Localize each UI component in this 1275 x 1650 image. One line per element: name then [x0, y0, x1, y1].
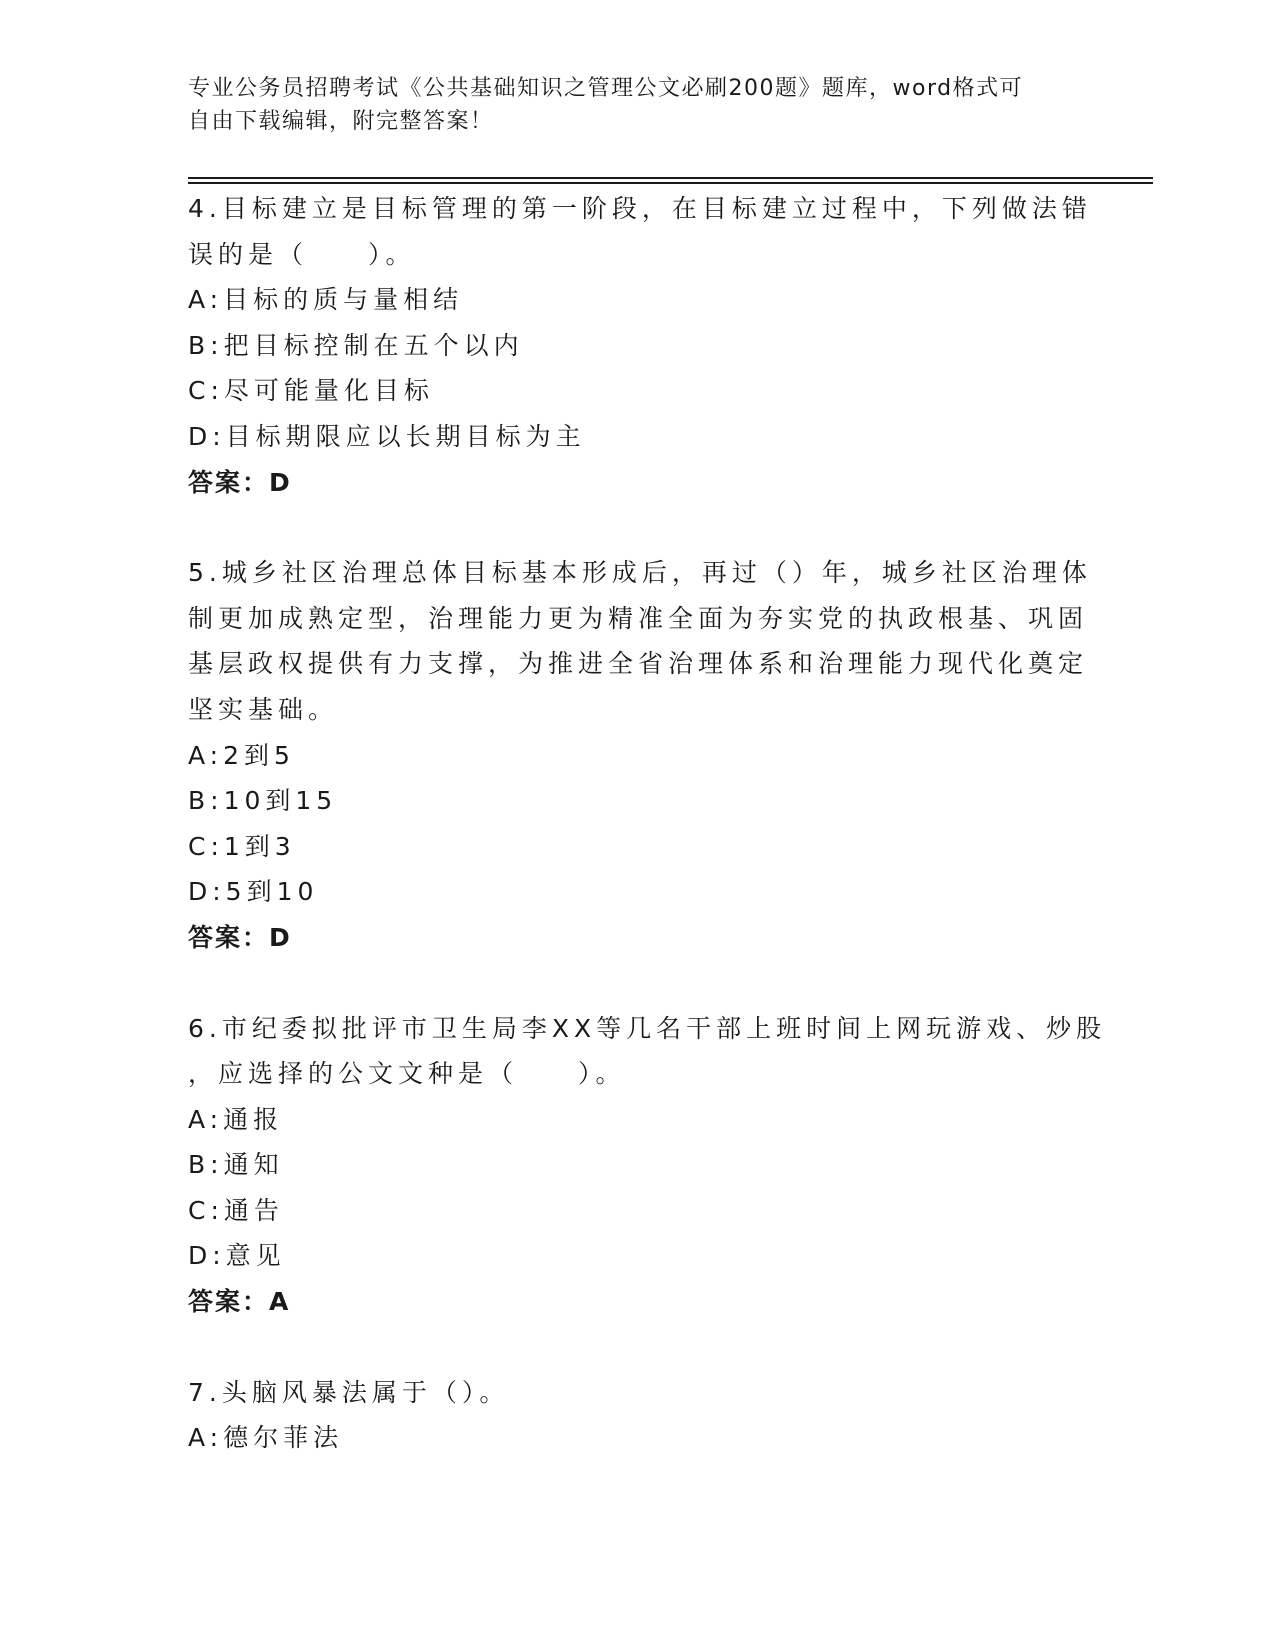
- option-d: D:5到10: [188, 877, 319, 907]
- header-line-1: 专业公务员招聘考试《公共基础知识之管理公文必刷200题》题库，word格式可: [188, 76, 1024, 101]
- question-stem-line: 坚实基础。: [188, 694, 339, 724]
- option-b: B:通知: [188, 1150, 284, 1180]
- question-stem-line: 5.城乡社区治理总体目标基本形成后，再过（）年，城乡社区治理体: [188, 558, 1092, 588]
- header-rule-top: [188, 177, 1153, 179]
- option-c: C:尽可能量化目标: [188, 376, 434, 406]
- question-list: [188, 186, 1107, 1461]
- question-5: [188, 550, 1092, 960]
- answer: 答案：A: [188, 1287, 291, 1317]
- document-header: [188, 72, 1068, 138]
- option-c: C:1到3: [188, 831, 296, 861]
- question-stem-line: 制更加成熟定型，治理能力更为精准全面为夯实党的执政根基、巩固: [188, 603, 1089, 633]
- option-a: A:2到5: [188, 740, 295, 770]
- question-6: [188, 1006, 1107, 1325]
- question-7: [188, 1370, 1068, 1461]
- question-stem-line: 6.市纪委拟批评市卫生局李XX等几名干部上班时间上网玩游戏、炒股: [188, 1013, 1107, 1043]
- option-c: C:通告: [188, 1195, 284, 1225]
- option-b: B:10到15: [188, 786, 338, 816]
- question-4: [188, 186, 1092, 505]
- question-stem-line: 7.头脑风暴法属于（）。: [188, 1377, 510, 1407]
- answer: 答案：D: [188, 922, 292, 952]
- question-stem-line: 4.目标建立是目标管理的第一阶段，在目标建立过程中，下列做法错: [188, 194, 1092, 223]
- header-line-2: 自由下载编辑，附完整答案！: [188, 109, 494, 134]
- question-stem-line: 误的是（ ）。: [188, 239, 416, 269]
- option-d: D:目标期限应以长期目标为主: [188, 421, 586, 451]
- option-a: A:通报: [188, 1104, 284, 1134]
- option-a: A:目标的质与量相结: [188, 285, 464, 315]
- option-a: A:德尔菲法: [188, 1423, 344, 1453]
- question-stem-line: ，应选择的公文文种是（ ）。: [188, 1059, 626, 1089]
- header-rule-bottom: [188, 182, 1153, 184]
- option-d: D:意见: [188, 1241, 286, 1271]
- question-stem-line: 基层政权提供有力支撑，为推进全省治理体系和治理能力现代化奠定: [188, 649, 1089, 679]
- answer: 答案：D: [188, 467, 292, 497]
- option-b: B:把目标控制在五个以内: [188, 330, 524, 360]
